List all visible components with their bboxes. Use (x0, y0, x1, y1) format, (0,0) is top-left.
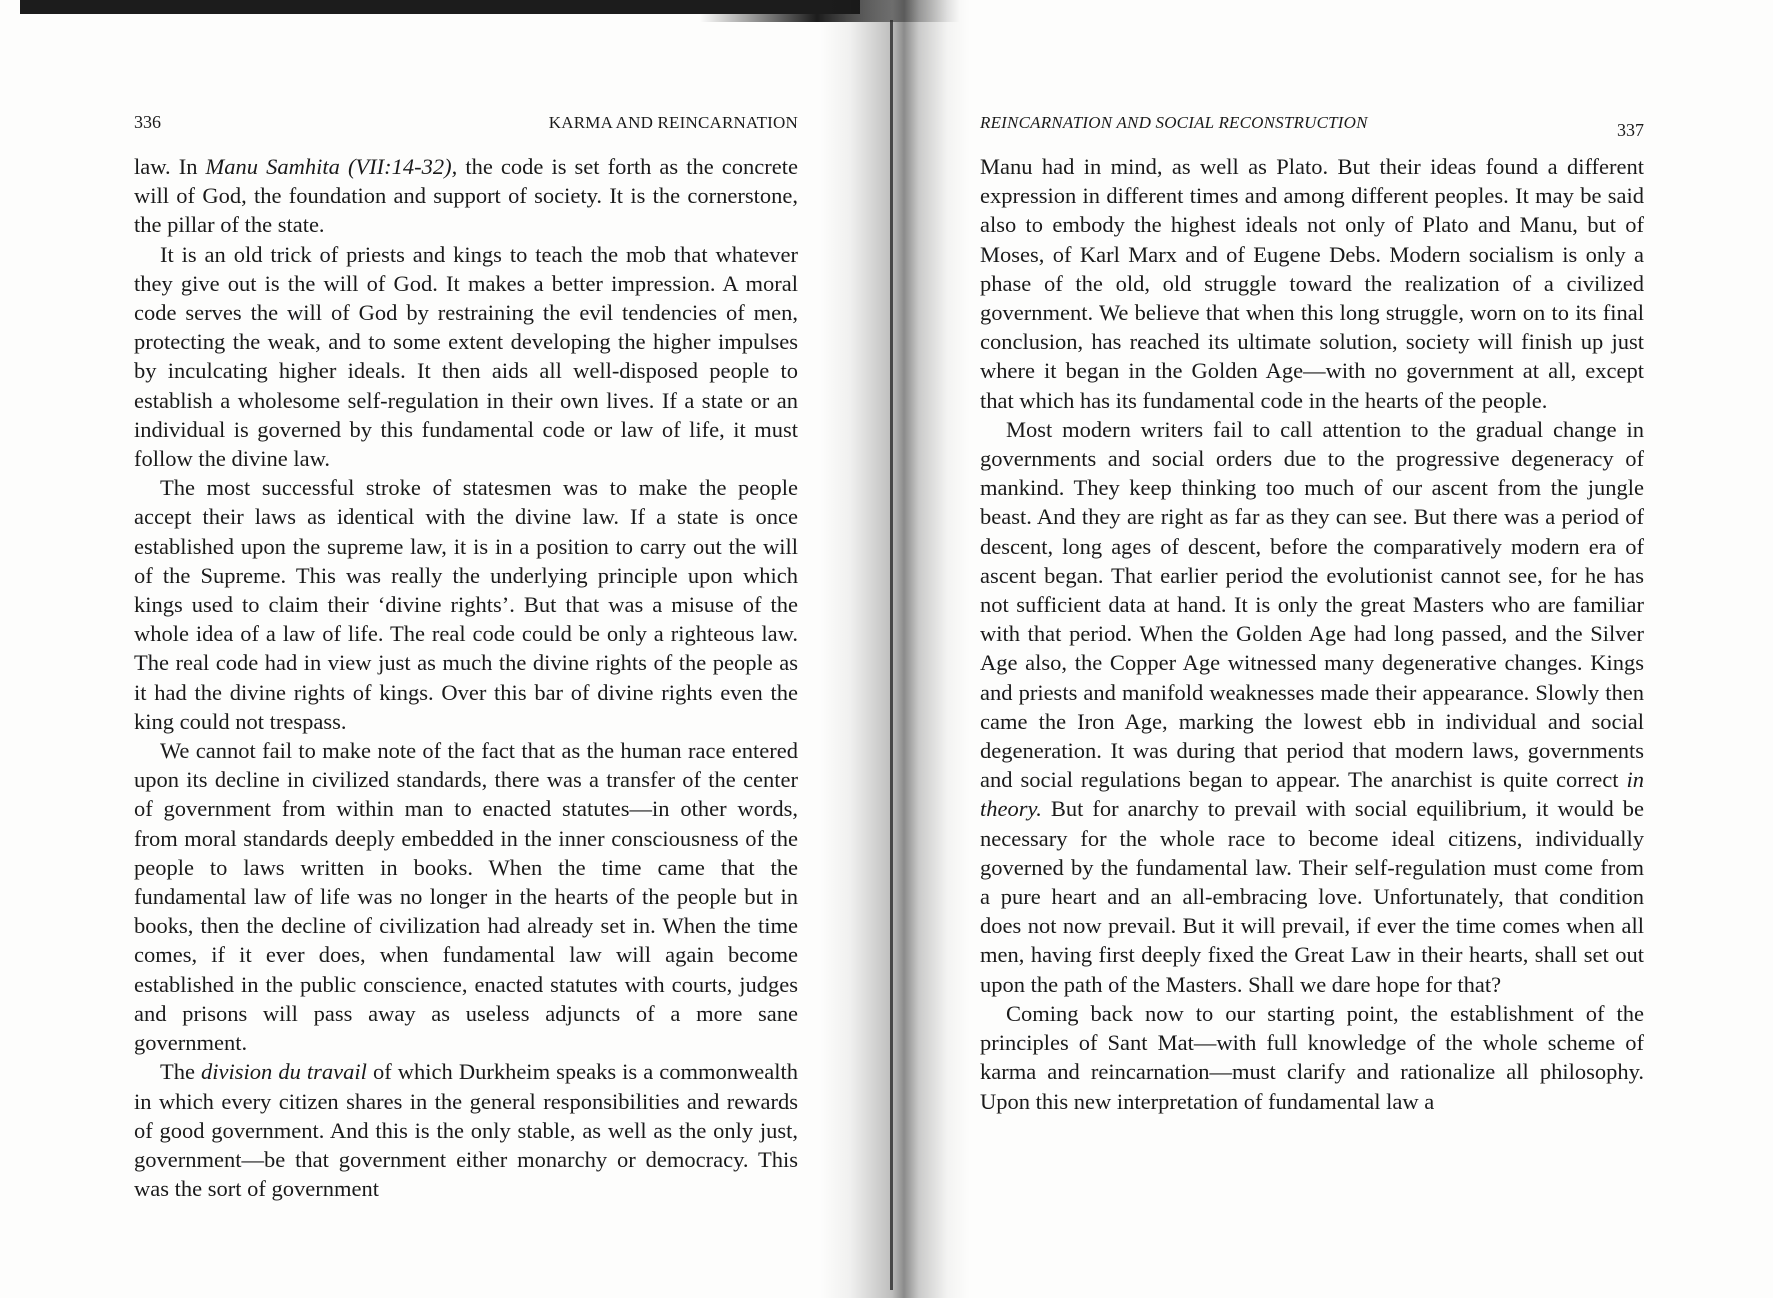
book-spine-line (890, 20, 893, 1290)
paragraph: Most modern writers fail to call attention to the gradual change in governments and social orders due to the progressive degeneracy of mankind. They keep thinking too much of our ascent from the jungle beast. And they are right as far as they can see. But there was a period of descent, long ages of descent, before the comparatively modern era of ascent began. That earlier period the evolutionist cannot see, for he has not sufficient data at hand. It is only the great Masters who are familiar with that period. When the Golden Age had long passed, and the Silver Age also, the Copper Age witnessed many degenerative changes. Kings and priests and manifold weaknesses made their appearance. Slowly then came the Iron Age, marking the lowest ebb in individual and social degeneration. It was during that period that modern laws, governments and social regulations began to appear. The anarchist is quite correct in theory. But for anarchy to prevail with social equilibrium, it would be necessary for the whole race to become ideal citizens, individually governed by the fundamental law. Their self-regulation must come from a pure heart and an all-embracing love. Unfortunately, that condition does not now prevail. But it will prevail, if ever the time comes when all men, having first deeply fixed the Great Law in their hearts, shall set out upon the path of the Masters. Shall we dare hope for that? (980, 416, 1644, 997)
left-running-title: KARMA AND REINCARNATION (548, 113, 798, 132)
book-gutter-shadow (820, 0, 970, 1298)
right-page (980, 112, 1644, 1116)
paragraph: The most successful stroke of statesmen was to make the people accept their laws as identical with the divine law. If a state is once established upon the supreme law, it is in a position to carry out the will of the Supreme. This was really the underlying principle upon which kings used to claim their ‘divine rights’. But that was a misuse of the whole idea of a law of life. The real code could be only a righteous law. The real code had in view just as much the divine rights of the people as it had the divine rights of kings. Over this bar of divine rights even the king could not trespass. (134, 475, 798, 734)
paragraph: The division du travail of which Durkheim speaks is a commonwealth in which every citizen shares in the general responsibilities and rewards of good government. And this is the only stable, as well as the only just, government—be that government either monarchy or democracy. This was the sort of government (134, 1059, 799, 1202)
right-running-header (980, 112, 1644, 140)
left-running-header (134, 112, 798, 136)
right-body-text (980, 152, 1644, 1116)
paragraph: It is an old trick of priests and kings to teach the mob that whatever they give out is the will of God. It makes a better impression. A moral code serves the will of God by restraining the evil tendencies of men, protecting the weak, and to some extent developing the higher impulses by inculcating higher ideals. It then aids all well-disposed people to establish a wholesome self-regulation in their own lives. If a state or an individual is governed by this fundamental code or law of life, it must follow the divine law. (134, 241, 798, 472)
left-page (134, 112, 798, 1203)
paragraph: Manu had in mind, as well as Plato. But their ideas found a different expression in different times and among different peoples. It may be said also to embody the highest ideals not only of Plato and Manu, but of Moses, of Karl Marx and of Eugene Debs. Modern socialism is only a phase of the old, old struggle toward the realization of a civilized government. We believe that when this long struggle, worn on to its final conclusion, has reached its ultimate solution, society will finish up just where it began in the Golden Age—with no government at all, except that which has its fundamental code in the hearts of the people. (980, 154, 1644, 413)
right-running-title: REINCARNATION AND SOCIAL RECONSTRUCTION (980, 113, 1368, 132)
right-page-number: 337 (1617, 120, 1644, 140)
paragraph: law. In Manu Samhita (VII:14-32), the code is set forth as the concrete will of God, the foundation and support of society. It is the cornerstone, the pillar of the state. (134, 154, 798, 238)
paragraph: We cannot fail to make note of the fact that as the human race entered upon its decline in civilized standards, there was a transfer of the center of government from within man to enacted statutes—in other words, from moral standards deeply embedded in the inner consciousness of the people to laws written in books. When the time came that the fundamental law of life was no longer in the hearts of the people but in books, then the decline of civilization had already set in. When the time comes, if it ever does, when fundamental law will again become established in the public conscience, enacted statutes with courts, judges and prisons will pass away as useless adjuncts of a more sane government. (134, 738, 798, 1056)
left-page-number: 336 (134, 112, 161, 132)
left-body-text (134, 152, 798, 1203)
paragraph: Coming back now to our starting point, the establishment of the principles of Sant Mat—with full knowledge of the whole scheme of karma and reincarnation—must clarify and rationalize all philosophy. Upon this new interpretation of fundamental law a (980, 1000, 1644, 1114)
